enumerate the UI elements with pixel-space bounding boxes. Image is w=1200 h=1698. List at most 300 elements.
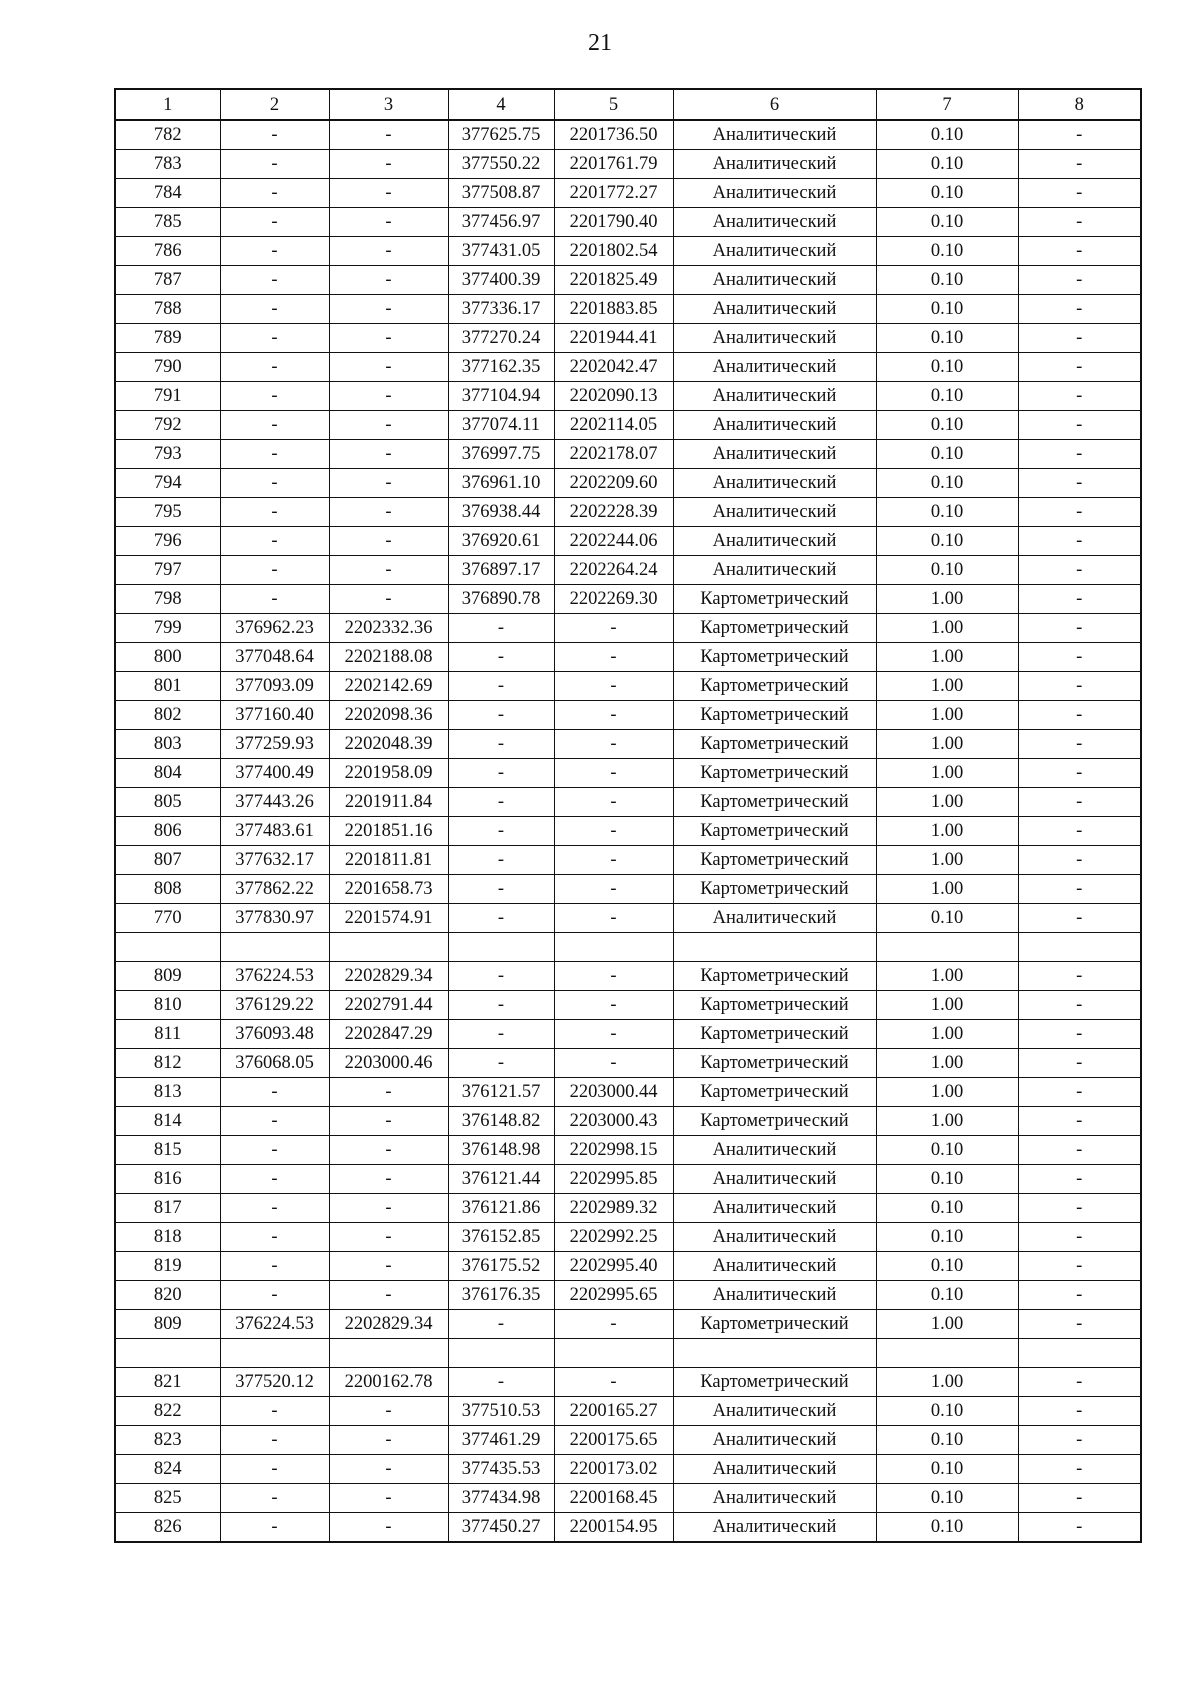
table-row <box>115 208 1141 237</box>
table-cell: Картометрический <box>673 875 876 904</box>
table-cell: 2200162.78 <box>329 1368 448 1397</box>
table-cell: 770 <box>115 904 220 933</box>
table-cell: - <box>1018 759 1141 788</box>
table-cell: Аналитический <box>673 1136 876 1165</box>
table-row <box>115 933 1141 962</box>
table-cell: 377450.27 <box>448 1513 554 1543</box>
table-row <box>115 1107 1141 1136</box>
table-row <box>115 440 1141 469</box>
table-cell: - <box>1018 846 1141 875</box>
table-cell: 376148.82 <box>448 1107 554 1136</box>
table-cell: 1.00 <box>876 1049 1018 1078</box>
table-cell: - <box>1018 1513 1141 1543</box>
table-cell: - <box>554 1368 673 1397</box>
table-cell: 376938.44 <box>448 498 554 527</box>
table-row <box>115 1136 1141 1165</box>
table-cell: 0.10 <box>876 324 1018 353</box>
table-row <box>115 730 1141 759</box>
table-cell: - <box>1018 1223 1141 1252</box>
table-row <box>115 1455 1141 1484</box>
table-cell: - <box>329 1078 448 1107</box>
table-cell: Аналитический <box>673 1455 876 1484</box>
table-cell: - <box>1018 556 1141 585</box>
table-cell: 2202209.60 <box>554 469 673 498</box>
table-cell: 808 <box>115 875 220 904</box>
table-cell: Картометрический <box>673 1078 876 1107</box>
table-row <box>115 817 1141 846</box>
table-row <box>115 1281 1141 1310</box>
table-cell: - <box>220 1194 329 1223</box>
table-cell: 787 <box>115 266 220 295</box>
table-cell: - <box>220 1513 329 1543</box>
table-cell: 1.00 <box>876 701 1018 730</box>
table-cell: 804 <box>115 759 220 788</box>
table-cell: Аналитический <box>673 527 876 556</box>
table-cell: - <box>220 120 329 150</box>
table-cell <box>876 933 1018 962</box>
table-cell: - <box>220 295 329 324</box>
table-cell: 377162.35 <box>448 353 554 382</box>
table-cell: 0.10 <box>876 237 1018 266</box>
table-cell <box>115 933 220 962</box>
table-cell: 376997.75 <box>448 440 554 469</box>
table-row <box>115 1252 1141 1281</box>
table-cell: 811 <box>115 1020 220 1049</box>
table-cell: Аналитический <box>673 266 876 295</box>
table-cell: 377270.24 <box>448 324 554 353</box>
table-cell: - <box>448 614 554 643</box>
table-cell: 2203000.43 <box>554 1107 673 1136</box>
table-cell <box>448 1339 554 1368</box>
table-cell: - <box>220 1107 329 1136</box>
table-cell: 783 <box>115 150 220 179</box>
table-cell: - <box>220 411 329 440</box>
table-cell: 377048.64 <box>220 643 329 672</box>
table-cell: 377461.29 <box>448 1426 554 1455</box>
table-cell: 2203000.46 <box>329 1049 448 1078</box>
table-row <box>115 179 1141 208</box>
table-cell: 376175.52 <box>448 1252 554 1281</box>
table-cell: 788 <box>115 295 220 324</box>
table-cell: - <box>220 266 329 295</box>
table-cell: 794 <box>115 469 220 498</box>
table-cell: 0.10 <box>876 440 1018 469</box>
table-cell: - <box>1018 904 1141 933</box>
table-cell: - <box>329 324 448 353</box>
table-cell: 0.10 <box>876 1165 1018 1194</box>
table-cell: Картометрический <box>673 701 876 730</box>
table-cell: - <box>1018 817 1141 846</box>
table-cell: - <box>1018 1020 1141 1049</box>
table-cell: 0.10 <box>876 208 1018 237</box>
table-cell: - <box>329 1223 448 1252</box>
table-cell: - <box>1018 962 1141 991</box>
table-cell: 376897.17 <box>448 556 554 585</box>
table-cell: - <box>329 1455 448 1484</box>
table-cell: 377632.17 <box>220 846 329 875</box>
table-cell: 377625.75 <box>448 120 554 150</box>
table-cell: 2201958.09 <box>329 759 448 788</box>
table-cell: - <box>554 672 673 701</box>
table-cell: 376920.61 <box>448 527 554 556</box>
table-cell: 784 <box>115 179 220 208</box>
table-cell: 782 <box>115 120 220 150</box>
table-cell: 2200173.02 <box>554 1455 673 1484</box>
table-cell: Аналитический <box>673 1484 876 1513</box>
table-cell: Аналитический <box>673 295 876 324</box>
table-body <box>115 120 1141 1542</box>
table-cell: 1.00 <box>876 846 1018 875</box>
table-cell: 2202228.39 <box>554 498 673 527</box>
table-cell: - <box>448 643 554 672</box>
table-cell: 377443.26 <box>220 788 329 817</box>
table-cell: 789 <box>115 324 220 353</box>
table-row <box>115 759 1141 788</box>
table-cell: 1.00 <box>876 759 1018 788</box>
table-cell: 376148.98 <box>448 1136 554 1165</box>
table-row <box>115 1397 1141 1426</box>
table-cell: 0.10 <box>876 266 1018 295</box>
table-cell: - <box>220 585 329 614</box>
table-cell: Картометрический <box>673 991 876 1020</box>
table-cell: 2201736.50 <box>554 120 673 150</box>
table-cell: - <box>329 1165 448 1194</box>
column-header: 7 <box>876 89 1018 120</box>
table-cell: - <box>329 295 448 324</box>
table-row <box>115 556 1141 585</box>
table-cell <box>1018 933 1141 962</box>
table-cell: - <box>1018 1426 1141 1455</box>
table-cell: - <box>220 237 329 266</box>
table-cell: 0.10 <box>876 1223 1018 1252</box>
table-cell: Картометрический <box>673 672 876 701</box>
table-row <box>115 527 1141 556</box>
table-cell: 2202098.36 <box>329 701 448 730</box>
table-cell: 1.00 <box>876 788 1018 817</box>
table-cell: 1.00 <box>876 991 1018 1020</box>
table-cell: - <box>329 527 448 556</box>
table-row <box>115 469 1141 498</box>
table-cell: - <box>554 701 673 730</box>
table-cell: 805 <box>115 788 220 817</box>
table-cell: 798 <box>115 585 220 614</box>
table-cell: 2200165.27 <box>554 1397 673 1426</box>
table-cell: 377434.98 <box>448 1484 554 1513</box>
table-row <box>115 1049 1141 1078</box>
table-cell: 1.00 <box>876 1078 1018 1107</box>
table-row <box>115 1310 1141 1339</box>
table-cell: 1.00 <box>876 875 1018 904</box>
table-cell: 1.00 <box>876 643 1018 672</box>
table-cell: 826 <box>115 1513 220 1543</box>
table-cell: - <box>554 730 673 759</box>
table-cell: - <box>220 1281 329 1310</box>
table-cell: - <box>448 962 554 991</box>
table-row <box>115 904 1141 933</box>
table-cell: Аналитический <box>673 150 876 179</box>
table-cell: Картометрический <box>673 817 876 846</box>
table-cell: - <box>329 1281 448 1310</box>
table-cell: 1.00 <box>876 614 1018 643</box>
table-cell: 1.00 <box>876 962 1018 991</box>
table-cell: 2201658.73 <box>329 875 448 904</box>
table-cell: Картометрический <box>673 962 876 991</box>
table-cell: 790 <box>115 353 220 382</box>
table-cell: 2201883.85 <box>554 295 673 324</box>
table-cell: 2201825.49 <box>554 266 673 295</box>
table-cell: - <box>220 1165 329 1194</box>
table-cell: 0.10 <box>876 1252 1018 1281</box>
table-cell: 2202995.40 <box>554 1252 673 1281</box>
page-number: 21 <box>588 30 612 56</box>
table-cell: - <box>1018 672 1141 701</box>
table-row <box>115 643 1141 672</box>
table-cell: - <box>329 353 448 382</box>
table-cell: - <box>554 759 673 788</box>
table-row <box>115 1223 1141 1252</box>
table-cell <box>329 933 448 962</box>
table-cell: Картометрический <box>673 1310 876 1339</box>
table-cell: - <box>329 556 448 585</box>
table-cell: - <box>1018 469 1141 498</box>
table-cell: 793 <box>115 440 220 469</box>
table-row <box>115 295 1141 324</box>
table-cell: 785 <box>115 208 220 237</box>
table-cell: - <box>1018 643 1141 672</box>
table-cell: 796 <box>115 527 220 556</box>
table-row <box>115 614 1141 643</box>
table-cell: - <box>329 585 448 614</box>
table-cell: Аналитический <box>673 208 876 237</box>
table-cell: - <box>1018 411 1141 440</box>
table-cell: - <box>1018 991 1141 1020</box>
table-cell: - <box>448 904 554 933</box>
table-cell: 2200175.65 <box>554 1426 673 1455</box>
table-cell: - <box>220 150 329 179</box>
table-cell <box>448 933 554 962</box>
table-cell: 2202264.24 <box>554 556 673 585</box>
table-cell: 2202989.32 <box>554 1194 673 1223</box>
table-cell: - <box>329 179 448 208</box>
table-cell: 814 <box>115 1107 220 1136</box>
table-cell: - <box>1018 1252 1141 1281</box>
table-cell: - <box>220 208 329 237</box>
table-cell: 377431.05 <box>448 237 554 266</box>
table-row <box>115 1368 1141 1397</box>
table-cell: - <box>448 846 554 875</box>
table-cell <box>673 1339 876 1368</box>
table-cell: 2202244.06 <box>554 527 673 556</box>
table-cell: 2202995.85 <box>554 1165 673 1194</box>
table-cell: - <box>220 1223 329 1252</box>
table-cell: 2202829.34 <box>329 962 448 991</box>
table-cell: 809 <box>115 962 220 991</box>
table-cell: 818 <box>115 1223 220 1252</box>
table-cell: - <box>329 469 448 498</box>
table-cell: Аналитический <box>673 904 876 933</box>
table-cell: 0.10 <box>876 556 1018 585</box>
table-cell: 377550.22 <box>448 150 554 179</box>
table-cell: - <box>554 614 673 643</box>
table-cell: 1.00 <box>876 817 1018 846</box>
table-cell: 377830.97 <box>220 904 329 933</box>
table-cell: 806 <box>115 817 220 846</box>
table-cell: 376176.35 <box>448 1281 554 1310</box>
table-cell <box>220 1339 329 1368</box>
table-row <box>115 1426 1141 1455</box>
table-cell: Картометрический <box>673 614 876 643</box>
table-cell: 376093.48 <box>220 1020 329 1049</box>
table-cell: - <box>448 817 554 846</box>
table-cell <box>554 1339 673 1368</box>
table-cell: - <box>448 875 554 904</box>
table-cell: - <box>1018 701 1141 730</box>
coordinates-table <box>114 88 1142 1543</box>
table-cell: 815 <box>115 1136 220 1165</box>
table-cell: - <box>1018 208 1141 237</box>
table-cell: - <box>1018 120 1141 150</box>
table-cell: - <box>554 875 673 904</box>
table-cell: 0.10 <box>876 382 1018 411</box>
table-cell: 2200168.45 <box>554 1484 673 1513</box>
table-cell: 377510.53 <box>448 1397 554 1426</box>
table-cell: 816 <box>115 1165 220 1194</box>
table-cell: - <box>1018 1194 1141 1223</box>
table-cell <box>115 1339 220 1368</box>
table-cell: 2201790.40 <box>554 208 673 237</box>
table-cell: - <box>448 991 554 1020</box>
table-cell: 377074.11 <box>448 411 554 440</box>
table-cell: - <box>1018 1136 1141 1165</box>
table-row <box>115 324 1141 353</box>
table-cell: Картометрический <box>673 730 876 759</box>
table-cell: - <box>554 788 673 817</box>
table-row <box>115 788 1141 817</box>
table-cell: - <box>220 469 329 498</box>
table-cell: 2202332.36 <box>329 614 448 643</box>
table-cell: 377093.09 <box>220 672 329 701</box>
table-cell: - <box>554 991 673 1020</box>
table-cell: 801 <box>115 672 220 701</box>
table-cell: 2201761.79 <box>554 150 673 179</box>
table-cell: Аналитический <box>673 353 876 382</box>
table-row <box>115 1484 1141 1513</box>
table-cell: - <box>554 643 673 672</box>
table-cell: - <box>329 440 448 469</box>
column-header: 6 <box>673 89 876 120</box>
column-header: 4 <box>448 89 554 120</box>
table-cell: Аналитический <box>673 1252 876 1281</box>
table-cell: - <box>1018 1484 1141 1513</box>
table-cell: 376068.05 <box>220 1049 329 1078</box>
column-header: 3 <box>329 89 448 120</box>
table-cell: 376961.10 <box>448 469 554 498</box>
table-cell: 377456.97 <box>448 208 554 237</box>
table-cell: 377435.53 <box>448 1455 554 1484</box>
table-cell: 376152.85 <box>448 1223 554 1252</box>
table-cell: - <box>448 672 554 701</box>
table-cell: Аналитический <box>673 1281 876 1310</box>
table-cell: - <box>1018 527 1141 556</box>
table-cell: 792 <box>115 411 220 440</box>
table-cell: - <box>554 1049 673 1078</box>
table-cell <box>1018 1339 1141 1368</box>
table-cell: - <box>1018 353 1141 382</box>
table-cell: 817 <box>115 1194 220 1223</box>
table-cell: 802 <box>115 701 220 730</box>
table-cell: - <box>220 179 329 208</box>
table-cell: 2201574.91 <box>329 904 448 933</box>
table-cell: 791 <box>115 382 220 411</box>
table-cell: 0.10 <box>876 1194 1018 1223</box>
table-cell <box>673 933 876 962</box>
table-cell: 0.10 <box>876 1136 1018 1165</box>
table-cell: 377160.40 <box>220 701 329 730</box>
table-cell: Картометрический <box>673 788 876 817</box>
table-cell: 2202791.44 <box>329 991 448 1020</box>
table-cell: 0.10 <box>876 498 1018 527</box>
table-cell: Аналитический <box>673 324 876 353</box>
table-cell: 1.00 <box>876 1107 1018 1136</box>
table-cell: - <box>448 701 554 730</box>
table-cell: 2202178.07 <box>554 440 673 469</box>
table-cell: - <box>554 962 673 991</box>
table-row <box>115 411 1141 440</box>
table-cell: 1.00 <box>876 1368 1018 1397</box>
table-cell: 377520.12 <box>220 1368 329 1397</box>
table-cell: - <box>1018 179 1141 208</box>
table-cell: Картометрический <box>673 643 876 672</box>
table-cell: - <box>329 1484 448 1513</box>
table-cell: 2201811.81 <box>329 846 448 875</box>
table-cell: 803 <box>115 730 220 759</box>
table-cell: - <box>554 846 673 875</box>
table-cell <box>220 933 329 962</box>
table-cell: - <box>1018 1049 1141 1078</box>
table-cell: - <box>448 788 554 817</box>
table-cell: 823 <box>115 1426 220 1455</box>
table-cell: - <box>220 1426 329 1455</box>
table-cell: 822 <box>115 1397 220 1426</box>
table-cell: - <box>1018 440 1141 469</box>
table-cell: 1.00 <box>876 672 1018 701</box>
table-cell: - <box>1018 1397 1141 1426</box>
table-cell: - <box>1018 730 1141 759</box>
table-cell <box>876 1339 1018 1368</box>
table-cell: - <box>220 1136 329 1165</box>
table-cell: 2202114.05 <box>554 411 673 440</box>
table-cell: - <box>1018 614 1141 643</box>
table-cell: 0.10 <box>876 1513 1018 1543</box>
table-cell: - <box>220 353 329 382</box>
table-cell: 800 <box>115 643 220 672</box>
table-cell: - <box>220 440 329 469</box>
table-cell: 0.10 <box>876 1484 1018 1513</box>
table-cell: Аналитический <box>673 440 876 469</box>
table-cell: 377104.94 <box>448 382 554 411</box>
table-cell: 1.00 <box>876 730 1018 759</box>
table-cell: 2202188.08 <box>329 643 448 672</box>
table-cell: - <box>1018 498 1141 527</box>
table-cell: - <box>1018 1078 1141 1107</box>
table-cell: 376121.44 <box>448 1165 554 1194</box>
table-cell: 786 <box>115 237 220 266</box>
table-cell: 2202992.25 <box>554 1223 673 1252</box>
table-cell: 1.00 <box>876 1020 1018 1049</box>
table-cell: Аналитический <box>673 120 876 150</box>
table-cell: - <box>329 237 448 266</box>
table-cell: - <box>329 1252 448 1281</box>
